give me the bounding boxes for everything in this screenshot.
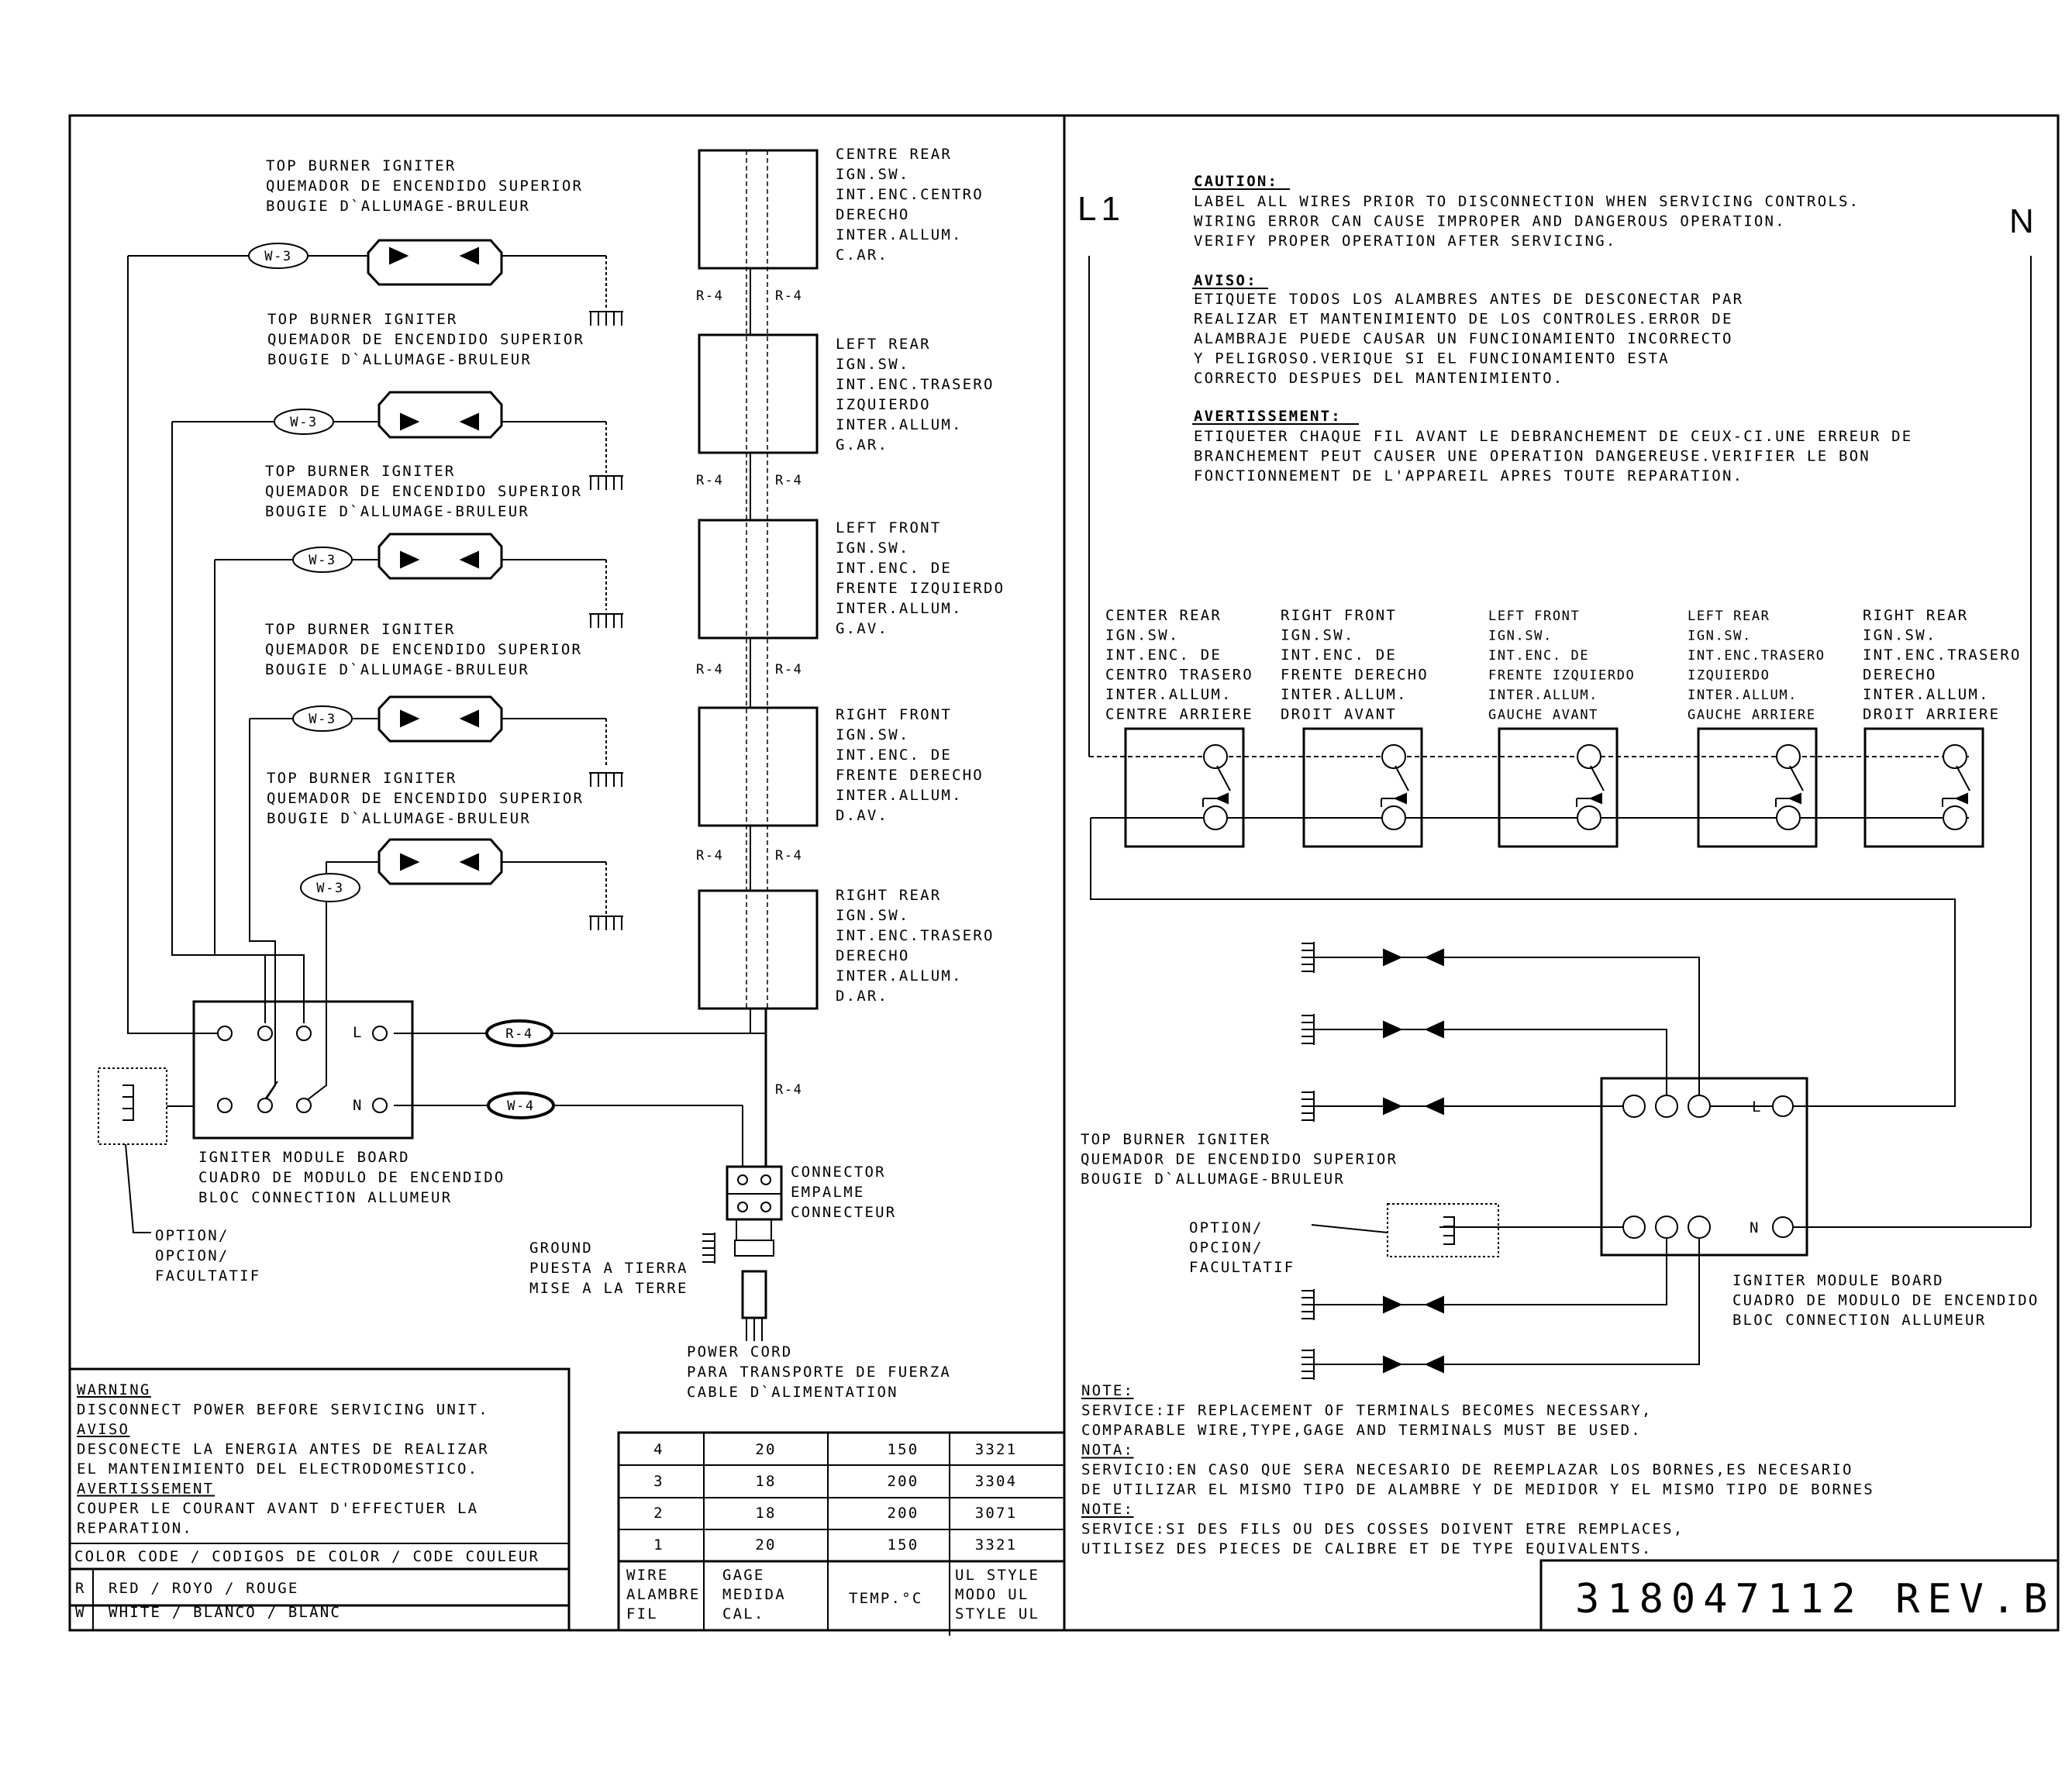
wire-label-w3: W-3 xyxy=(309,553,336,568)
wire-table-cell: 3304 xyxy=(974,1473,1018,1490)
left-igniter-4-label-line-1: QUEMADOR DE ENCENDIDO SUPERIOR xyxy=(265,641,583,658)
right-switch-2-label-line-5: DROIT AVANT xyxy=(1281,705,1398,723)
module-terminal-icon xyxy=(297,1026,311,1040)
right-module-label-line-0: IGNITER MODULE BOARD xyxy=(1732,1272,1944,1289)
stack-wire-label-left: R-4 xyxy=(696,848,724,864)
switch-stack-4 xyxy=(699,708,817,826)
right-switch-4-label-line-4: INTER.ALLUM. xyxy=(1688,688,1798,703)
stack-switch-2-label-line-5: G.AR. xyxy=(836,436,889,453)
wire-table-cell: 2 xyxy=(653,1505,664,1522)
stack-switch-2-label-line-1: IGN.SW. xyxy=(836,356,910,373)
stack-switch-4-label-line-1: IGN.SW. xyxy=(836,726,910,743)
right-switch-4-label-line-1: IGN.SW. xyxy=(1688,628,1752,644)
right-module-terminal-icon xyxy=(1773,1096,1793,1116)
right-switch-4-label-line-2: INT.ENC.TRASERO xyxy=(1688,648,1825,664)
right-module-label-line-2: BLOC CONNECTION ALLUMEUR xyxy=(1732,1312,1987,1329)
note-title-3: NOTE: xyxy=(1081,1501,1135,1518)
stack-switch-2-label-line-4: INTER.ALLUM. xyxy=(836,416,963,433)
wire-table-header-4-line-2: STYLE UL xyxy=(955,1605,1040,1622)
igniter-arrow-icon xyxy=(461,552,478,567)
ground-label-line-0: GROUND xyxy=(529,1240,593,1257)
warning-text-line-3: DESCONECTE LA ENERGIA ANTES DE REALIZAR xyxy=(77,1440,489,1458)
wire-table-header-2-line-1: MEDIDA xyxy=(722,1586,786,1603)
wire-table-cell: 150 xyxy=(887,1441,919,1458)
right-module-l-label: L xyxy=(1752,1098,1763,1116)
stack-wire-label-right: R-4 xyxy=(775,473,803,488)
stack-switch-2-label-line-0: LEFT REAR xyxy=(836,336,931,353)
avertissement-text-line-0: ETIQUETER CHAQUE FIL AVANT LE DEBRANCHEMENT DE CEUX-CI.UNE ERREUR DE xyxy=(1194,428,1913,445)
stack-switch-4-label-line-0: RIGHT FRONT xyxy=(836,706,953,723)
warning-text-line-4: EL MANTENIMIENTO DEL ELECTRODOMESTICO. xyxy=(77,1460,479,1478)
aviso-title: AVISO: xyxy=(1194,272,1257,289)
right-switch-3-label-line-1: IGN.SW. xyxy=(1488,628,1553,644)
igniter-arrow-icon xyxy=(461,414,478,429)
ground-label-line-1: PUESTA A TIERRA xyxy=(529,1260,688,1277)
wire-table-header-4-line-1: MODO UL xyxy=(955,1586,1029,1603)
switch-terminal-icon xyxy=(1577,806,1601,829)
stack-switch-3-label-line-4: INTER.ALLUM. xyxy=(836,600,963,617)
warning-text-line-2: AVISO xyxy=(77,1421,130,1438)
switch-contact xyxy=(1957,766,1970,791)
igniter-arrow-icon xyxy=(390,248,407,264)
cord-wire-label: R-4 xyxy=(775,1082,803,1098)
left-option-label-line-2: FACULTATIF xyxy=(155,1267,261,1285)
right-switch-5-label-line-3: DERECHO xyxy=(1863,666,1937,684)
stack-switch-5-label-line-5: D.AR. xyxy=(836,988,889,1005)
left-igniter-2-label-line-1: QUEMADOR DE ENCENDIDO SUPERIOR xyxy=(267,331,585,348)
caution-text-line-0: LABEL ALL WIRES PRIOR TO DISCONNECTION WHEN SERVICING CONTROLS. xyxy=(1194,193,1860,210)
wire-table-cell: 200 xyxy=(887,1505,919,1522)
stack-switch-3-label-line-3: FRENTE IZQUIERDO xyxy=(836,580,1005,597)
right-module-terminal-icon xyxy=(1623,1216,1645,1238)
right-module-terminal-icon xyxy=(1623,1095,1645,1117)
switch-terminal-icon xyxy=(1382,745,1405,768)
wire-table-cell: 1 xyxy=(653,1536,664,1553)
left-igniter-2-label-line-0: TOP BURNER IGNITER xyxy=(267,311,458,328)
wire-table-cell: 4 xyxy=(653,1441,664,1458)
stack-switch-5-label-line-3: DERECHO xyxy=(836,947,910,964)
left-igniter-1-label-line-1: QUEMADOR DE ENCENDIDO SUPERIOR xyxy=(266,178,584,195)
warning-text-line-5: AVERTISSEMENT xyxy=(77,1480,215,1498)
right-switch-2-label-line-3: FRENTE DERECHO xyxy=(1281,666,1429,684)
right-switch-2-label-line-2: INT.ENC. DE xyxy=(1281,647,1398,664)
wire-table-cell: 18 xyxy=(755,1473,777,1490)
stack-switch-3-label-line-2: INT.ENC. DE xyxy=(836,560,953,577)
right-igniter-label-line-0: TOP BURNER IGNITER xyxy=(1081,1131,1271,1148)
right-igniter-arrow-icon xyxy=(1426,950,1443,965)
stack-switch-3-label-line-0: LEFT FRONT xyxy=(836,519,942,536)
power-cord-label-line-0: POWER CORD xyxy=(687,1343,793,1360)
stack-switch-5-label-line-1: IGN.SW. xyxy=(836,907,910,924)
switch-terminal-icon xyxy=(1204,806,1227,829)
left-module-label-line-0: IGNITER MODULE BOARD xyxy=(198,1149,410,1166)
left-igniter-1 xyxy=(128,240,606,310)
right-igniter-arrow-icon xyxy=(1384,1357,1401,1372)
wire-table-header-2-line-0: GAGE xyxy=(722,1567,765,1584)
connector-label-line-1: EMPALME xyxy=(791,1184,865,1201)
module-n-wire-label: W-4 xyxy=(507,1098,535,1114)
right-module-terminal-icon xyxy=(1688,1095,1710,1117)
left-igniter-3-label-line-1: QUEMADOR DE ENCENDIDO SUPERIOR xyxy=(265,483,583,500)
right-switch-5-label-line-0: RIGHT REAR xyxy=(1863,607,1969,624)
module-l-terminal-label: L xyxy=(353,1024,364,1041)
switch-actuator-icon xyxy=(1790,794,1801,803)
right-switch-3-label-line-4: INTER.ALLUM. xyxy=(1488,688,1599,703)
stack-switch-5-label-line-0: RIGHT REAR xyxy=(836,887,942,904)
right-switch-5 xyxy=(1865,729,1983,847)
right-igniter-arrow-icon xyxy=(1426,1297,1443,1312)
stack-switch-4-label-line-3: FRENTE DERECHO xyxy=(836,767,984,784)
module-terminal-icon xyxy=(218,1026,232,1040)
switch-contact xyxy=(1395,766,1408,791)
igniter-arrow-icon xyxy=(401,414,418,429)
right-switch-4-label-line-5: GAUCHE ARRIERE xyxy=(1688,707,1816,723)
right-module-terminal-icon xyxy=(1656,1216,1677,1238)
right-module-label-line-1: CUADRO DE MODULO DE ENCENDIDO xyxy=(1732,1291,2039,1309)
right-switch-1-label-line-2: INT.ENC. DE xyxy=(1105,647,1222,664)
wire-table-header-1-line-1: ALAMBRE xyxy=(626,1586,701,1603)
wire-table-header-1-line-0: WIRE xyxy=(626,1567,669,1584)
right-igniter-arrow-icon xyxy=(1426,1022,1443,1037)
left-module-label-line-2: BLOC CONNECTION ALLUMEUR xyxy=(198,1189,453,1206)
switch-terminal-icon xyxy=(1777,745,1800,768)
note-title-1: NOTE: xyxy=(1081,1382,1135,1399)
right-switch-5-label-line-1: IGN.SW. xyxy=(1863,626,1937,644)
wire-table-cell: 3321 xyxy=(974,1441,1018,1458)
igniter-arrow-icon xyxy=(401,711,418,726)
connector-pin-icon xyxy=(738,1175,747,1185)
switch-actuator-icon xyxy=(1217,794,1228,803)
stack-switch-3-label-line-5: G.AV. xyxy=(836,620,889,637)
right-option-label-line-1: OPCION/ xyxy=(1189,1239,1264,1257)
stack-switch-1-label-line-4: INTER.ALLUM. xyxy=(836,226,963,243)
connector-label-line-0: CONNECTOR xyxy=(791,1164,886,1181)
switch-actuator-icon xyxy=(1957,794,1967,803)
note-2-line-0: SERVICIO:EN CASO QUE SERA NECESARIO DE REEMPLAZAR LOS BORNES,ES NECESARIO xyxy=(1081,1461,1853,1478)
switch-contact xyxy=(1790,766,1803,791)
connector-pin-icon xyxy=(761,1202,771,1212)
right-igniter-arrow-icon xyxy=(1384,1022,1401,1037)
warning-text-line-0: WARNING xyxy=(77,1381,151,1398)
module-n-terminal-label: N xyxy=(353,1097,364,1114)
neutral-label: N xyxy=(2009,202,2039,240)
right-switch-2-label-line-1: IGN.SW. xyxy=(1281,626,1355,644)
left-igniter-3-label-line-0: TOP BURNER IGNITER xyxy=(265,463,456,480)
switch-stack-1 xyxy=(699,150,817,268)
igniter-arrow-icon xyxy=(461,248,478,264)
stack-wire-label-left: R-4 xyxy=(696,288,724,304)
switch-contact xyxy=(1217,766,1230,791)
warning-text-line-6: COUPER LE COURANT AVANT D'EFFECTUER LA xyxy=(77,1500,479,1517)
switch-actuator-icon xyxy=(1395,794,1406,803)
stack-switch-2-label-line-2: INT.ENC.TRASERO xyxy=(836,376,995,393)
stack-switch-4-label-line-4: INTER.ALLUM. xyxy=(836,787,963,804)
connector-label-line-2: CONNECTEUR xyxy=(791,1204,897,1221)
stack-wire-label-right: R-4 xyxy=(775,662,803,678)
wire-label-w3: W-3 xyxy=(309,712,336,727)
stack-switch-1-label-line-3: DERECHO xyxy=(836,206,910,223)
left-module-label-line-1: CUADRO DE MODULO DE ENCENDIDO xyxy=(198,1169,505,1186)
wire-table-header-1-line-2: FIL xyxy=(626,1605,658,1622)
power-cord-label-line-1: PARA TRANSPORTE DE FUERZA xyxy=(687,1364,951,1381)
aviso-text-line-3: Y PELIGROSO.VERIQUE SI EL FUNCIONAMIENTO ESTA xyxy=(1194,350,1670,367)
wire-table-cell: 3 xyxy=(653,1473,664,1490)
switch-terminal-icon xyxy=(1943,806,1967,829)
right-switch-3-label-line-3: FRENTE IZQUIERDO xyxy=(1488,667,1636,684)
left-igniter-4 xyxy=(250,697,606,767)
aviso-text-line-0: ETIQUETE TODOS LOS ALAMBRES ANTES DE DESCONECTAR PAR xyxy=(1194,291,1744,308)
module-terminal-icon xyxy=(297,1098,311,1112)
wire-table-cell: 3321 xyxy=(974,1536,1018,1553)
color-code-letter: W xyxy=(75,1604,86,1621)
right-switch-1-label-line-4: INTER.ALLUM. xyxy=(1105,686,1233,703)
right-igniter-arrow-icon xyxy=(1426,1098,1443,1114)
left-igniter-1-label-line-0: TOP BURNER IGNITER xyxy=(266,157,457,174)
stack-wire-label-right: R-4 xyxy=(775,288,803,304)
switch-terminal-icon xyxy=(1577,745,1601,768)
left-igniter-3 xyxy=(215,534,606,610)
caution-title: CAUTION: xyxy=(1194,173,1279,190)
switch-terminal-icon xyxy=(1943,745,1967,768)
wire-table-cell: 18 xyxy=(755,1505,777,1522)
module-terminal-icon xyxy=(218,1098,232,1112)
right-switch-4-label-line-3: IZQUIERDO xyxy=(1688,667,1770,684)
note-3-line-0: SERVICE:SI DES FILS OU DES COSSES DOIVENT ETRE REMPLACES, xyxy=(1081,1520,1684,1538)
right-switch-1-label-line-3: CENTRO TRASERO xyxy=(1105,666,1253,684)
warning-text-line-1: DISCONNECT POWER BEFORE SERVICING UNIT. xyxy=(77,1401,489,1419)
switch-stack-5 xyxy=(699,891,817,1009)
right-igniter-arrow-icon xyxy=(1384,950,1401,965)
stack-wire-label-left: R-4 xyxy=(696,473,724,488)
stack-switch-5-label-line-4: INTER.ALLUM. xyxy=(836,967,963,985)
right-switch-4 xyxy=(1698,729,1816,847)
module-l-wire-label: R-4 xyxy=(505,1026,533,1042)
right-igniter-arrow-icon xyxy=(1384,1098,1401,1114)
right-switch-2-label-line-4: INTER.ALLUM. xyxy=(1281,686,1408,703)
wire-table-cell: 20 xyxy=(755,1536,777,1553)
right-switch-1 xyxy=(1126,729,1243,847)
wire-table-cell: 3071 xyxy=(974,1505,1018,1522)
stack-switch-1-label-line-1: IGN.SW. xyxy=(836,166,910,183)
aviso-text-line-1: REALIZAR ET MANTENIMIENTO DE LOS CONTROLES.ERROR DE xyxy=(1194,310,1733,328)
note-2-line-1: DE UTILIZAR EL MISMO TIPO DE ALAMBRE Y DE MEDIDOR Y EL MISMO TIPO DE BORNES xyxy=(1081,1481,1874,1498)
wire-label-w3: W-3 xyxy=(264,249,292,264)
igniter-arrow-icon xyxy=(401,552,418,567)
aviso-text-line-4: CORRECTO DESPUES DEL MANTENIMIENTO. xyxy=(1194,370,1564,387)
stack-switch-4-label-line-2: INT.ENC. DE xyxy=(836,747,953,764)
left-igniter-2-label-line-2: BOUGIE D`ALLUMAGE-BRULEUR xyxy=(267,351,532,368)
stack-switch-5-label-line-2: INT.ENC.TRASERO xyxy=(836,927,995,944)
right-switch-3 xyxy=(1499,729,1617,847)
module-terminal-icon xyxy=(258,1098,272,1112)
right-switch-1-label-line-0: CENTER REAR xyxy=(1105,607,1222,624)
right-option-label-line-2: FACULTATIF xyxy=(1189,1259,1295,1276)
switch-contact xyxy=(1591,766,1604,791)
wire-table-header-2-line-2: CAL. xyxy=(722,1605,765,1622)
part-number: 318047112 REV.B xyxy=(1575,1576,2056,1622)
igniter-arrow-icon xyxy=(461,854,478,870)
cord-plug xyxy=(743,1271,766,1318)
connector-pin-icon xyxy=(738,1202,747,1212)
l1-label: L1 xyxy=(1077,190,1125,228)
cord-strain-relief xyxy=(735,1240,774,1256)
right-switch-5-label-line-5: DROIT ARRIERE xyxy=(1863,705,2001,723)
right-switch-2-label-line-0: RIGHT FRONT xyxy=(1281,607,1398,624)
color-code-title: COLOR CODE / CODIGOS DE COLOR / CODE COULEUR xyxy=(74,1548,540,1565)
right-module-n-label: N xyxy=(1750,1219,1760,1236)
stack-switch-1-label-line-5: C.AR. xyxy=(836,247,889,264)
wire-table-cell: 200 xyxy=(887,1473,919,1490)
connector-pin-icon xyxy=(761,1175,771,1185)
wire-table-header-3-line-0: TEMP.°C xyxy=(849,1590,923,1607)
switch-stack-3 xyxy=(699,520,817,638)
right-switch-5-label-line-4: INTER.ALLUM. xyxy=(1863,686,1990,703)
left-igniter-5-label-line-1: QUEMADOR DE ENCENDIDO SUPERIOR xyxy=(267,790,584,807)
color-code-name: RED / ROYO / ROUGE xyxy=(109,1580,299,1597)
wire-table-cell: 20 xyxy=(755,1441,777,1458)
right-switch-5-label-line-2: INT.ENC.TRASERO xyxy=(1863,647,2022,664)
left-igniter-1-label-line-2: BOUGIE D`ALLUMAGE-BRULEUR xyxy=(266,198,530,215)
wire-table-header-4-line-0: UL STYLE xyxy=(955,1567,1040,1584)
stack-switch-1-label-line-0: CENTRE REAR xyxy=(836,146,953,163)
stack-wire-label-left: R-4 xyxy=(696,662,724,678)
left-igniter-5-label-line-2: BOUGIE D`ALLUMAGE-BRULEUR xyxy=(267,810,531,827)
left-option-label-line-1: OPCION/ xyxy=(155,1247,229,1264)
switch-terminal-icon xyxy=(1204,745,1227,768)
warning-text-line-7: REPARATION. xyxy=(77,1519,194,1537)
note-title-2: NOTA: xyxy=(1081,1441,1135,1459)
right-option-label-line-0: OPTION/ xyxy=(1189,1219,1264,1236)
switch-terminal-icon xyxy=(1777,806,1800,829)
right-igniter-arrow-icon xyxy=(1384,1297,1401,1312)
avertissement-text-line-1: BRANCHEMENT PEUT CAUSER UNE OPERATION DANGEREUSE.VERIFIER LE BON xyxy=(1194,447,1870,465)
left-igniter-4-label-line-2: BOUGIE D`ALLUMAGE-BRULEUR xyxy=(265,661,529,678)
igniter-arrow-icon xyxy=(401,854,418,870)
note-3-line-1: UTILISEZ DES PIECES DE CALIBRE ET DE TYPE EQUIVALENTS. xyxy=(1081,1540,1653,1557)
option-heater-icon xyxy=(122,1085,133,1120)
right-igniter-label-line-1: QUEMADOR DE ENCENDIDO SUPERIOR xyxy=(1081,1150,1398,1168)
switch-stack-2 xyxy=(699,335,817,453)
right-switch-2 xyxy=(1304,729,1422,847)
right-module-terminal-icon xyxy=(1656,1095,1677,1117)
left-igniter-2 xyxy=(172,392,606,473)
ground-label-line-2: MISE A LA TERRE xyxy=(529,1280,688,1297)
stack-switch-2-label-line-3: IZQUIERDO xyxy=(836,396,931,413)
right-option-box xyxy=(1388,1204,1498,1257)
right-switch-3-label-line-2: INT.ENC. DE xyxy=(1488,648,1590,664)
module-terminal-icon xyxy=(373,1098,387,1112)
power-cord-label-line-2: CABLE D`ALIMENTATION xyxy=(687,1384,898,1401)
right-igniter-arrow-icon xyxy=(1426,1357,1443,1372)
stack-switch-4-label-line-5: D.AV. xyxy=(836,807,889,824)
right-option-heater-icon xyxy=(1443,1217,1454,1244)
right-switch-1-label-line-1: IGN.SW. xyxy=(1105,626,1180,644)
note-1-line-0: SERVICE:IF REPLACEMENT OF TERMINALS BECOMES NECESSARY, xyxy=(1081,1402,1653,1419)
stack-switch-3-label-line-1: IGN.SW. xyxy=(836,540,910,557)
wire-table-cell: 150 xyxy=(887,1536,919,1553)
module-switch-contact xyxy=(265,1081,278,1099)
color-code-name: WHITE / BLANCO / BLANC xyxy=(109,1604,342,1621)
wire-label-w3: W-3 xyxy=(316,881,344,896)
module-terminal-icon xyxy=(258,1026,272,1040)
igniter-arrow-icon xyxy=(461,711,478,726)
caution-text-line-1: WIRING ERROR CAN CAUSE IMPROPER AND DANGEROUS OPERATION. xyxy=(1194,212,1786,230)
left-option-label-line-0: OPTION/ xyxy=(155,1227,229,1244)
wire-label-w3: W-3 xyxy=(290,415,318,430)
color-code-letter: R xyxy=(75,1580,86,1597)
right-igniter-label-line-2: BOUGIE D`ALLUMAGE-BRULEUR xyxy=(1081,1171,1345,1188)
right-module-terminal-icon xyxy=(1773,1217,1793,1237)
switch-actuator-icon xyxy=(1591,794,1601,803)
aviso-text-line-2: ALAMBRAJE PUEDE CAUSAR UN FUNCIONAMIENTO INCORRECTO xyxy=(1194,330,1733,347)
switch-terminal-icon xyxy=(1382,806,1405,829)
left-igniter-5-label-line-0: TOP BURNER IGNITER xyxy=(267,770,457,787)
left-igniter-4-label-line-0: TOP BURNER IGNITER xyxy=(265,621,456,638)
left-igniter-5 xyxy=(379,840,606,915)
right-switch-4-label-line-0: LEFT REAR xyxy=(1688,609,1770,624)
avertissement-text-line-2: FONCTIONNEMENT DE L'APPAREIL APRES TOUTE REPARATION. xyxy=(1194,467,1744,484)
note-1-line-1: COMPARABLE WIRE,TYPE,GAGE AND TERMINALS MUST BE USED. xyxy=(1081,1422,1642,1439)
module-terminal-icon xyxy=(373,1026,387,1040)
right-module-terminal-icon xyxy=(1688,1216,1710,1238)
stack-wire-label-right: R-4 xyxy=(775,848,803,864)
right-switch-3-label-line-0: LEFT FRONT xyxy=(1488,609,1581,624)
stack-switch-1-label-line-2: INT.ENC.CENTRO xyxy=(836,186,984,203)
right-switch-3-label-line-5: GAUCHE AVANT xyxy=(1488,707,1599,723)
caution-text-line-2: VERIFY PROPER OPERATION AFTER SERVICING. xyxy=(1194,233,1617,250)
right-switch-1-label-line-5: CENTRE ARRIERE xyxy=(1105,705,1253,723)
left-igniter-3-label-line-2: BOUGIE D`ALLUMAGE-BRULEUR xyxy=(265,503,529,520)
avertissement-title: AVERTISSEMENT: xyxy=(1194,408,1342,425)
